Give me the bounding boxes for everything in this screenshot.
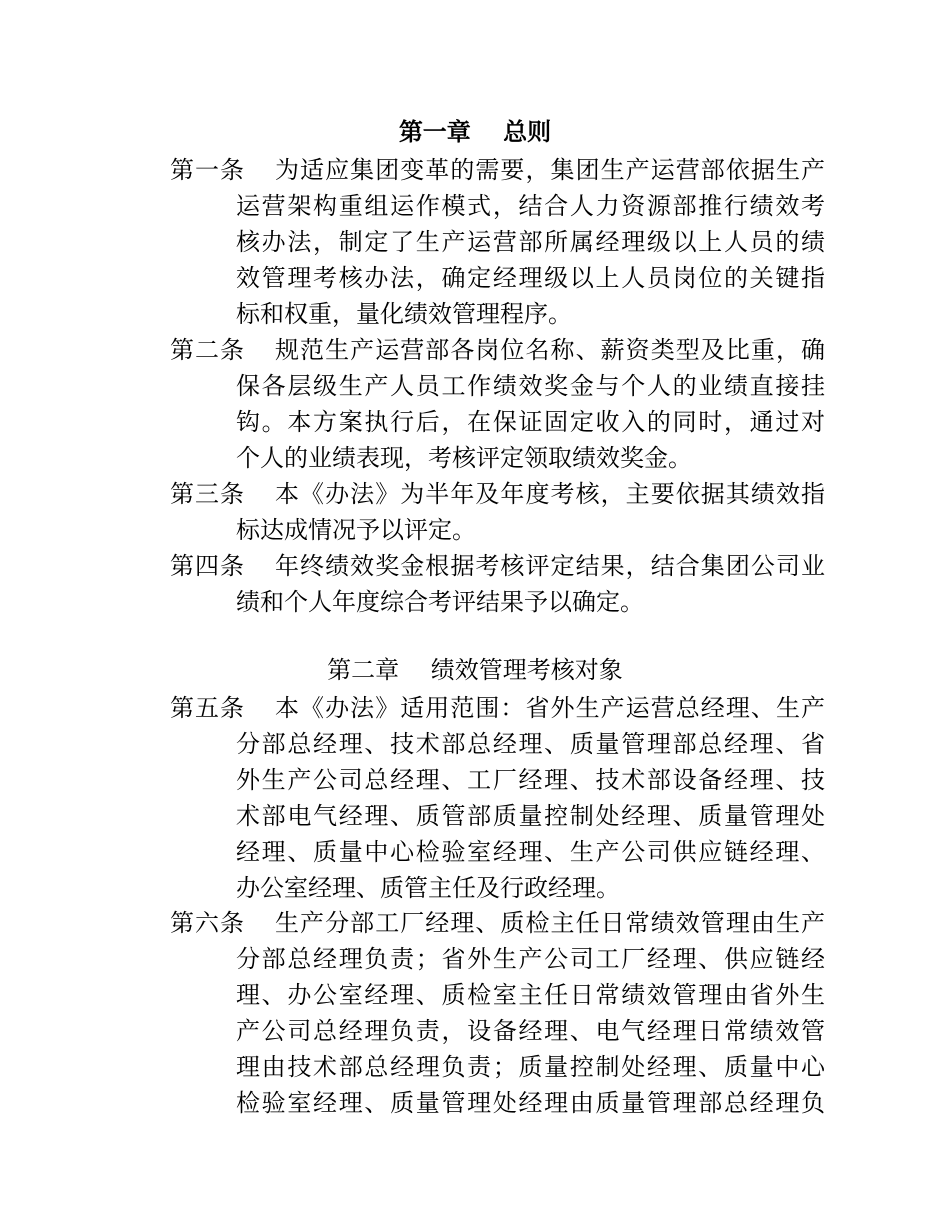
article-6-line: 分部总经理负责；省外生产公司工厂经理、供应链经	[236, 945, 825, 973]
article-2-line: 规范生产运营部各岗位名称、薪资类型及比重，确	[275, 336, 825, 364]
article-2	[170, 332, 825, 476]
article-6-line: 理、办公室经理、质检室主任日常绩效管理由省外生	[236, 981, 825, 1009]
article-5	[170, 690, 825, 906]
article-1-line: 效管理考核办法，确定经理级以上人员岗位的关键指	[236, 264, 825, 292]
article-5-label: 第五条	[170, 694, 245, 722]
article-6-line: 检验室经理、质量管理处经理由质量管理部总经理负	[236, 1089, 825, 1117]
article-5-line: 办公室经理、质管主任及行政经理。	[236, 874, 620, 902]
article-4-line: 绩和个人年度综合考评结果予以确定。	[236, 588, 644, 616]
article-5-line: 外生产公司总经理、工厂经理、技术部设备经理、技	[236, 766, 825, 794]
article-4	[170, 548, 825, 620]
article-1-line: 为适应集团变革的需要，集团生产运营部依据生产	[275, 156, 825, 184]
article-6	[170, 905, 825, 1121]
article-3-line: 本《办法》为半年及年度考核，主要依据其绩效指	[275, 480, 825, 508]
article-1	[170, 152, 825, 332]
article-6-line: 产公司总经理负责，设备经理、电气经理日常绩效管	[236, 1017, 825, 1045]
article-5-line: 经理、质量中心检验室经理、生产公司供应链经理、	[236, 838, 825, 866]
article-4-label: 第四条	[170, 552, 245, 580]
article-6-line: 理由技术部总经理负责；质量控制处经理、质量中心	[236, 1053, 825, 1081]
chapter-1-title: 第一章 总则	[398, 117, 552, 146]
article-5-line: 分部总经理、技术部总经理、质量管理部总经理、省	[236, 730, 825, 758]
article-3-line: 标达成情况予以评定。	[236, 516, 476, 544]
article-1-line: 运营架构重组运作模式，结合人力资源部推行绩效考	[236, 192, 825, 220]
article-1-label: 第一条	[170, 156, 245, 184]
article-6-label: 第六条	[170, 909, 245, 937]
article-3-label: 第三条	[170, 480, 245, 508]
article-2-line: 钩。本方案执行后，在保证固定收入的同时，通过对	[236, 408, 825, 436]
article-4-line: 年终绩效奖金根据考核评定结果，结合集团公司业	[275, 552, 825, 580]
article-2-line: 保各层级生产人员工作绩效奖金与个人的业绩直接挂	[236, 372, 825, 400]
article-6-line: 生产分部工厂经理、质检主任日常绩效管理由生产	[275, 909, 825, 937]
article-1-line: 核办法，制定了生产运营部所属经理级以上人员的绩	[236, 228, 825, 256]
article-3	[170, 476, 825, 548]
article-1-line: 标和权重，量化绩效管理程序。	[236, 300, 572, 328]
article-2-line: 个人的业绩表现，考核评定领取绩效奖金。	[236, 444, 692, 472]
article-2-label: 第二条	[170, 336, 245, 364]
chapter-2-title: 第二章 绩效管理考核对象	[327, 656, 623, 684]
article-5-line: 本《办法》适用范围：省外生产运营总经理、生产	[275, 694, 825, 722]
article-5-line: 术部电气经理、质管部质量控制处经理、质量管理处	[236, 802, 825, 830]
